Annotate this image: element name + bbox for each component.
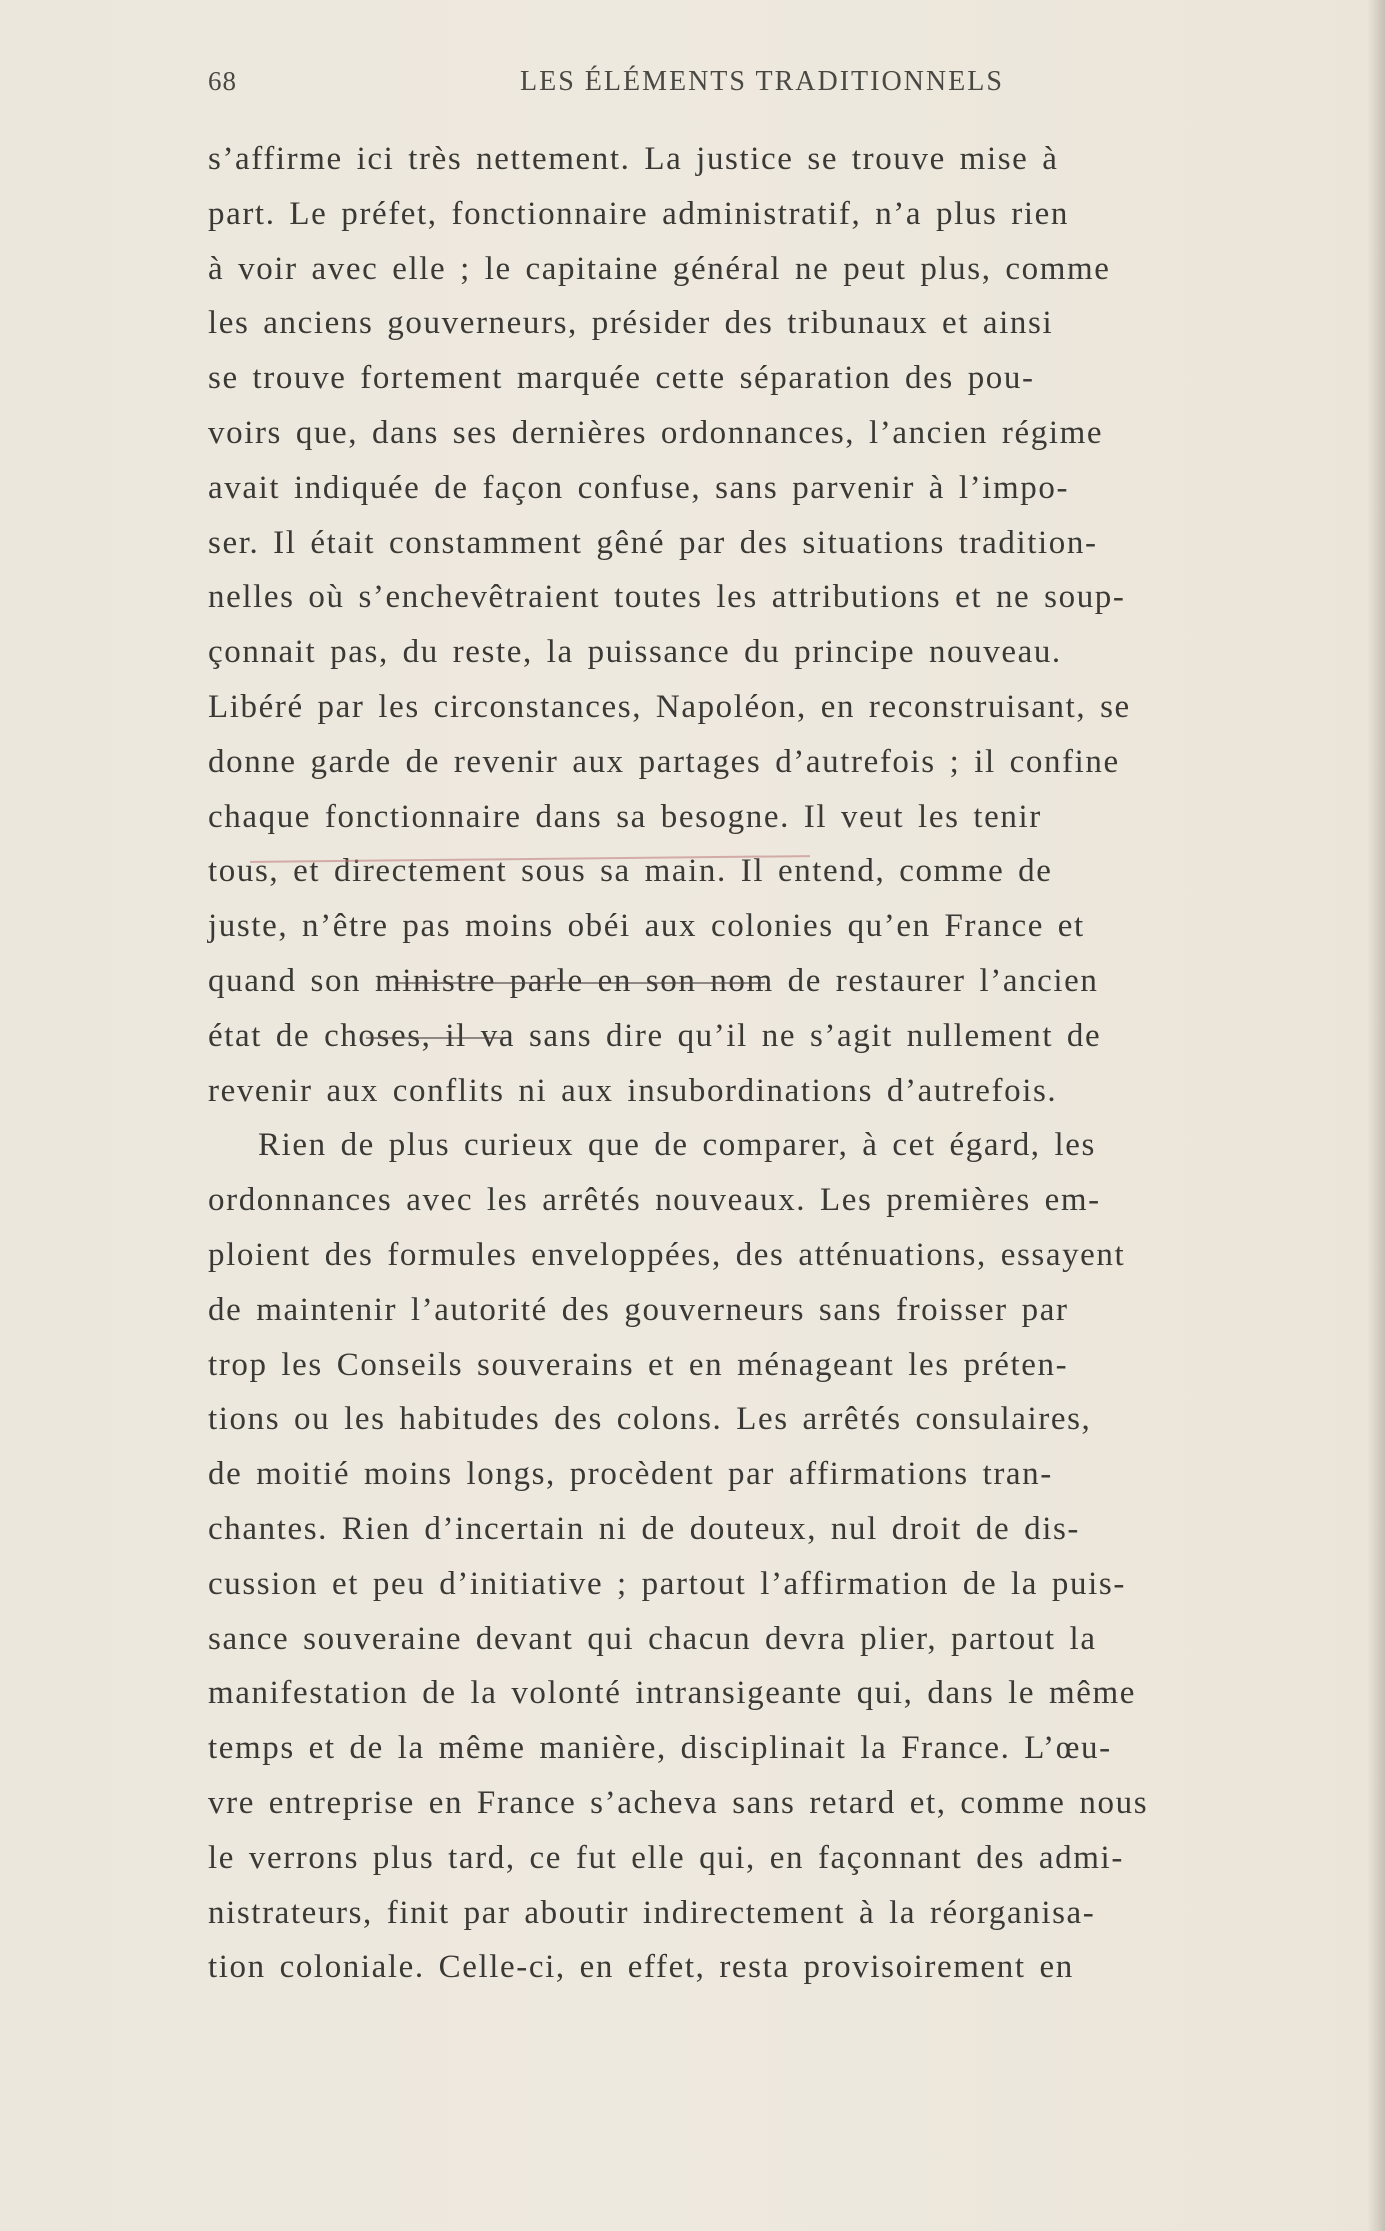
text-line: ordonnances avec les arrêtés nouveaux. Les premières em- [208,1182,1101,1219]
text-line: nistrateurs, finit par aboutir indirectement à la réorganisa- [208,1894,1096,1931]
text-line: ser. Il était constamment gêné par des situations tradition- [208,524,1098,561]
page-edge-shadow [1367,0,1385,2231]
text-line: le verrons plus tard, ce fut elle qui, en façonnant des admi- [208,1839,1124,1876]
text-line: quand son ministre parle en son nom de restaurer l’ancien [208,962,1099,999]
page-number: 68 [208,66,237,96]
paragraph-first-line: Rien de plus curieux que de comparer, à cet égard, les [258,1127,1096,1164]
pencil-strike-mark [395,982,765,984]
text-line: état de choses, il va sans dire qu’il ne s’agit nullement de [208,1017,1102,1054]
text-line: cussion et peu d’initiative ; partout l’affirmation de la puis- [208,1565,1126,1602]
text-line: sance souveraine devant qui chacun devra plier, partout la [208,1620,1097,1657]
text-line: trop les Conseils souverains et en ménageant les préten- [208,1346,1069,1383]
text-line: tions ou les habitudes des colons. Les arrêtés consulaires, [208,1401,1092,1438]
text-line: à voir avec elle ; le capitaine général ne peut plus, comme [208,250,1111,287]
text-line: ploient des formules enveloppées, des atténuations, essayent [208,1236,1126,1273]
text-line: donne garde de revenir aux partages d’autrefois ; il confine [208,743,1120,780]
body-text [208,132,1368,1995]
text-line: part. Le préfet, fonctionnaire administratif, n’a plus rien [208,195,1069,232]
running-title: LES ÉLÉMENTS TRADITIONNELS [520,66,1004,97]
pencil-strike-mark [366,1037,506,1039]
text-line: les anciens gouverneurs, présider des tribunaux et ainsi [208,305,1054,342]
text-line: avait indiquée de façon confuse, sans parvenir à l’impo- [208,469,1070,506]
text-line: Libéré par les circonstances, Napoléon, en reconstruisant, se [208,688,1131,725]
text-line: temps et de la même manière, disciplinait la France. L’œu- [208,1730,1112,1767]
text-line: çonnait pas, du reste, la puissance du principe nouveau. [208,634,1062,671]
text-line: juste, n’être pas moins obéi aux colonies qu’en France et [208,908,1085,945]
text-line: vre entreprise en France s’acheva sans retard et, comme nous [208,1784,1149,1821]
text-line: voirs que, dans ses dernières ordonnances, l’ancien régime [208,414,1104,451]
text-line: manifestation de la volonté intransigeante qui, dans le même [208,1675,1137,1712]
text-line: s’affirme ici très nettement. La justice se trouve mise à [208,141,1059,177]
text-line: tion coloniale. Celle-ci, en effet, resta provisoirement en [208,1949,1074,1986]
text-line: chantes. Rien d’incertain ni de douteux, nul droit de dis- [208,1510,1081,1547]
text-line: se trouve fortement marquée cette séparation des pou- [208,360,1035,397]
text-line: chaque fonctionnaire dans sa besogne. Il veut les tenir [208,798,1042,835]
text-line: revenir aux conflits ni aux insubordinations d’autrefois. [208,1072,1058,1109]
text-line: de maintenir l’autorité des gouverneurs sans froisser par [208,1291,1069,1328]
text-line: tous, et directement sous sa main. Il entend, comme de [208,853,1053,890]
running-header [208,66,1068,106]
text-line: nelles où s’enchevêtraient toutes les attributions et ne soup- [208,579,1126,616]
text-line: de moitié moins longs, procèdent par affirmations tran- [208,1456,1053,1493]
